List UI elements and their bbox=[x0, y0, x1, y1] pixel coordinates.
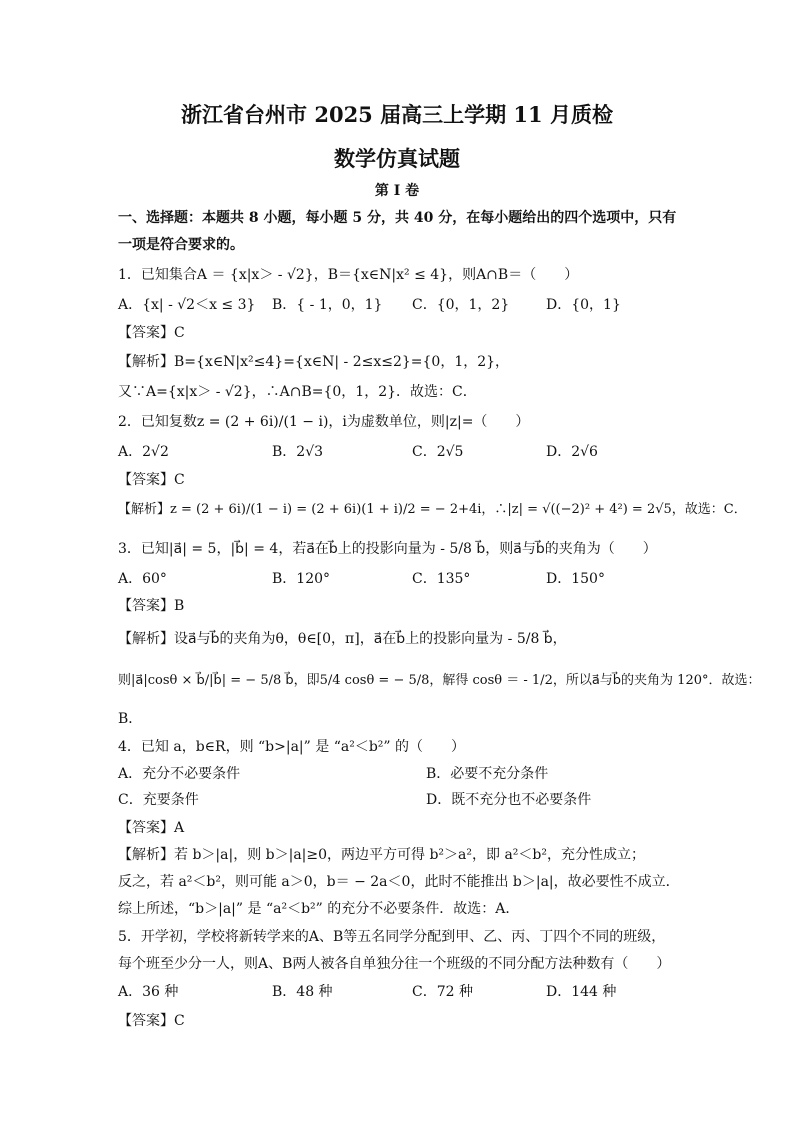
q3-explanation-cont: 则|a⃗|cosθ × b⃗/|b⃗| = − 5/8 b⃗，即5/4 cosθ = − 5/8，解得 cosθ ＝ - 1/2，所以a⃗与b⃗的夹角为 120°．故选： bbox=[118, 673, 761, 688]
q3-answer: 【答案】B bbox=[118, 598, 185, 614]
q4-option-a: A．充分不必要条件 bbox=[118, 766, 241, 782]
q4-option-b: B．必要不充分条件 bbox=[426, 766, 549, 782]
q5-option-b: B．48 种 bbox=[272, 984, 333, 1000]
q4-explanation-cont: 反之，若 a²＜b²，则可能 a＞0，b＝ − 2a＜0，此时不能推出 b＞|a|，故必要性不成立． bbox=[118, 874, 680, 890]
q4-answer: 【答案】A bbox=[118, 820, 185, 836]
q3-explanation-end: B． bbox=[118, 711, 143, 727]
q1-option-b: B．{ - 1，0，1} bbox=[272, 297, 383, 313]
q1-option-d: D．{0，1} bbox=[546, 297, 621, 313]
q4-explanation-end: 综上所述，“b＞|a|” 是 “a²＜b²” 的充分不必要条件．故选：A． bbox=[118, 901, 520, 917]
q1-answer: 【答案】C bbox=[118, 325, 185, 341]
doc-title: 浙江省台州市 2025 届高三上学期 11 月质检 bbox=[181, 102, 613, 127]
q1-option-a: A．{x| - √2＜x ≤ 3} bbox=[118, 297, 256, 313]
q5-stem-cont: 每个班至少分一人，则A、B两人被各自单独分往一个班级的不同分配方法种数有（ ） bbox=[118, 956, 671, 972]
q2-option-d: D．2√6 bbox=[546, 444, 598, 460]
section-heading: 一、选择题：本题共 8 小题，每小题 5 分，共 40 分，在每小题给出的四个选项中，只有 bbox=[118, 210, 677, 226]
q1-stem: 1．已知集合A ＝ {x|x＞ - √2}，B＝{x∈N|x² ≤ 4}，则A∩B＝（ ） bbox=[118, 267, 579, 283]
q2-option-c: C．2√5 bbox=[412, 444, 464, 460]
q5-stem: 5．开学初，学校将新转学来的A、B等五名同学分配到甲、乙、丙、丁四个不同的班级， bbox=[118, 929, 666, 945]
q5-option-d: D．144 种 bbox=[546, 984, 617, 1000]
q4-option-c: C．充要条件 bbox=[118, 792, 199, 808]
q3-option-d: D．150° bbox=[546, 571, 605, 587]
q3-explanation: 【解析】设a⃗与b⃗的夹角为θ，θ∈[0，π]，a⃗在b⃗上的投影向量为 - 5/8 b⃗， bbox=[118, 631, 567, 647]
q3-option-a: A．60° bbox=[118, 571, 167, 587]
q1-explanation: 【解析】B={x∈N|x²≤4}={x∈N| - 2≤x≤2}={0，1，2}， bbox=[118, 354, 510, 370]
q4-explanation: 【解析】若 b＞|a|，则 b＞|a|≥0，两边平方可得 b²＞a²，即 a²＜b²，充分性成立； bbox=[118, 847, 645, 863]
q1-option-c: C．{0，1，2} bbox=[412, 297, 510, 313]
q2-answer: 【答案】C bbox=[118, 472, 185, 488]
q2-option-a: A．2√2 bbox=[118, 444, 169, 460]
q5-option-a: A．36 种 bbox=[118, 984, 179, 1000]
q2-option-b: B．2√3 bbox=[272, 444, 324, 460]
q3-option-b: B．120° bbox=[272, 571, 331, 587]
q3-stem: 3．已知|a⃗| = 5，|b⃗| = 4，若a⃗在b⃗上的投影向量为 - 5/8 b⃗，则a⃗与b⃗的夹角为（ ） bbox=[118, 541, 657, 557]
q2-stem: 2．已知复数z = (2 + 6i)/(1 − i)，i为虚数单位，则|z|=（ ） bbox=[118, 414, 530, 430]
q4-stem: 4．已知 a，b∈R，则 “b>|a|” 是 “a²＜b²” 的（ ） bbox=[118, 739, 466, 755]
q3-option-c: C．135° bbox=[412, 571, 471, 587]
volume-label: 第 I 卷 bbox=[374, 183, 420, 199]
q5-answer: 【答案】C bbox=[118, 1013, 185, 1029]
q5-option-c: C．72 种 bbox=[412, 984, 473, 1000]
q2-explanation: 【解析】z = (2 + 6i)/(1 − i) = (2 + 6i)(1 + i)/2 = − 2+4i，∴|z| = √((−2)² + 4²) = 2√5，故选：C． bbox=[118, 502, 747, 517]
q4-option-d: D．既不充分也不必要条件 bbox=[426, 792, 592, 808]
section-heading-cont: 一项是符合要求的。 bbox=[118, 237, 244, 253]
doc-subtitle: 数学仿真试题 bbox=[334, 146, 460, 171]
q1-explanation-cont: 又∵A={x|x＞ - √2}，∴A∩B={0，1，2}．故选：C． bbox=[118, 384, 477, 400]
